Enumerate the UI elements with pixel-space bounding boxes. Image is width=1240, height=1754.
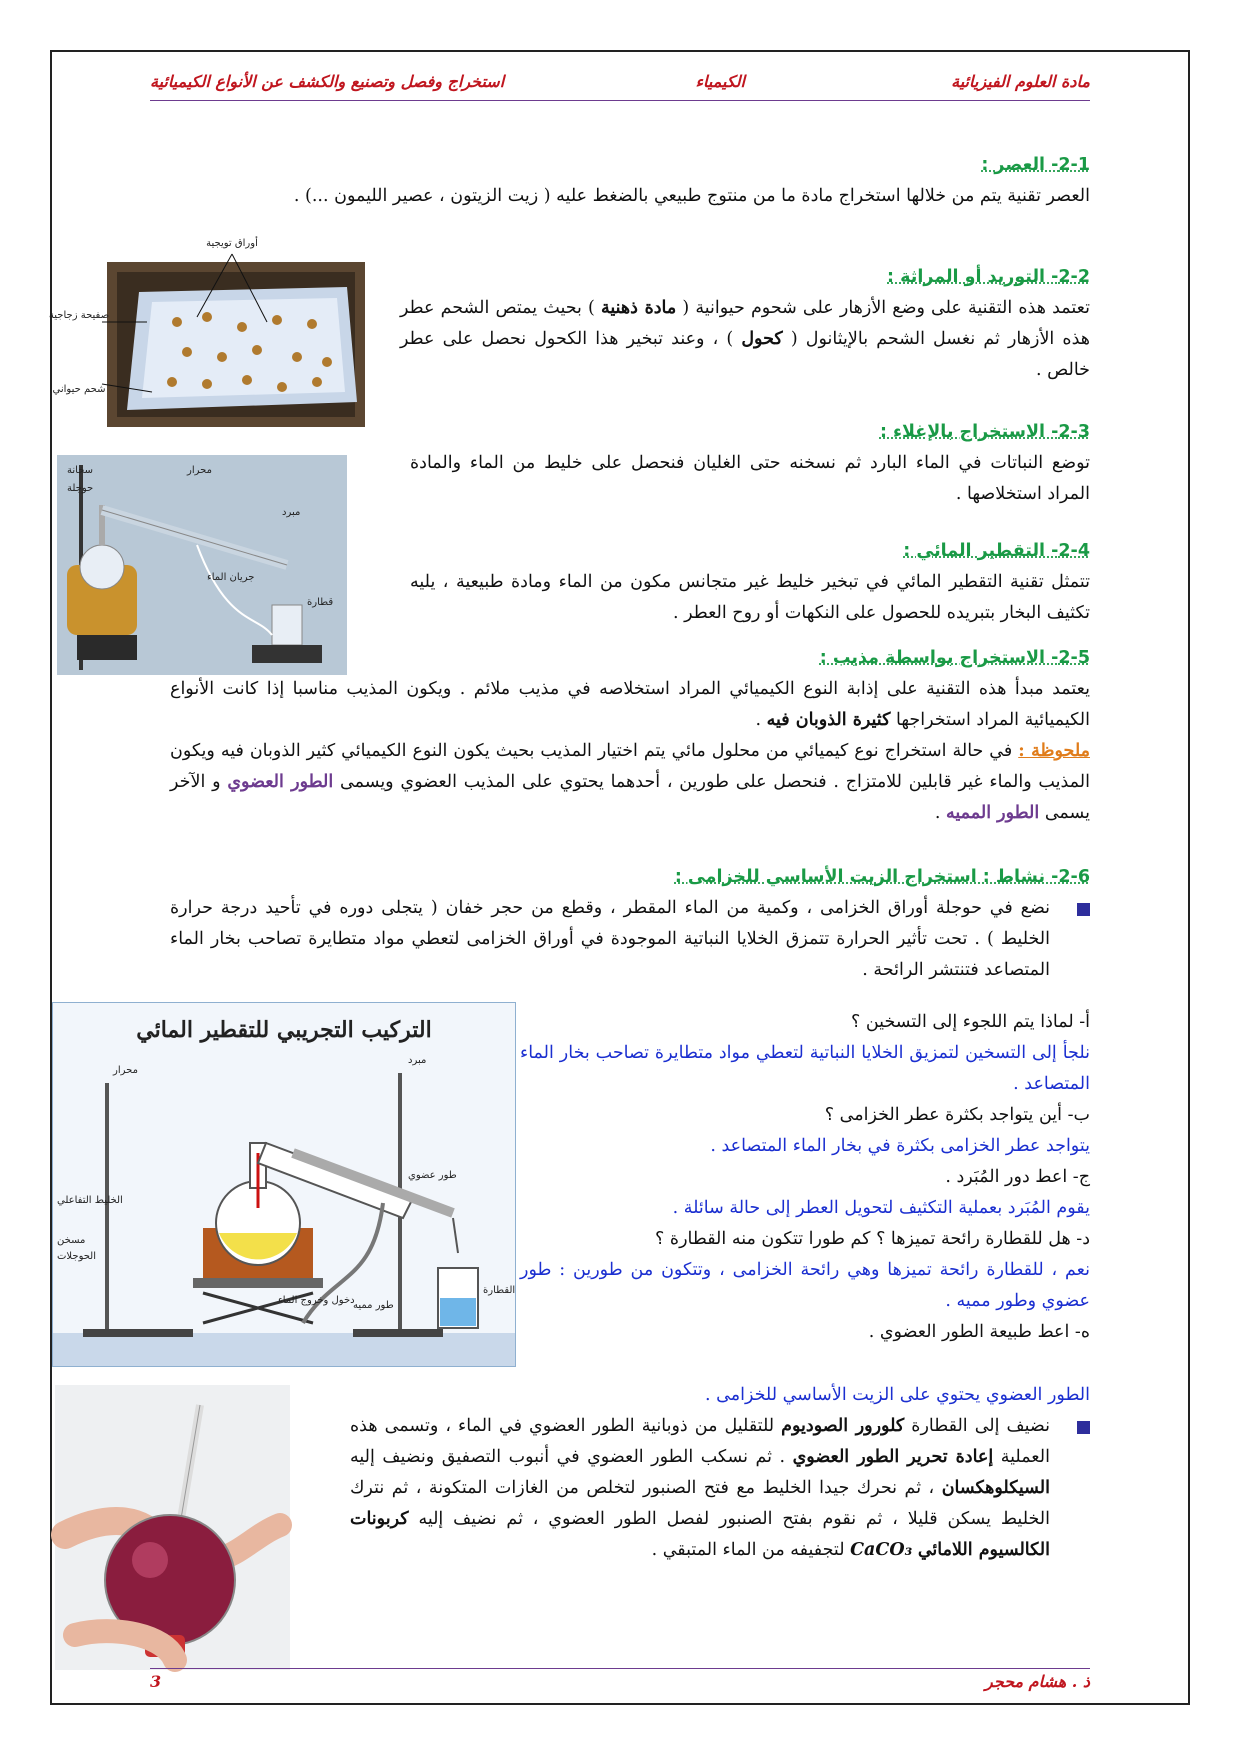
- separatory-funnel-photo: [55, 1385, 290, 1670]
- label-water: جريان الماء: [207, 572, 255, 583]
- section-solvent-extraction: [170, 643, 1090, 829]
- section-text: العصر تقنية يتم من خلالها استخراج مادة ما من منتوج طبيعي بالضغط عليه ( زيت الزيتون ، عصير الليمون ...) .: [293, 186, 1090, 206]
- section-text: تعتمد هذه التقنية على وضع الأزهار على شحوم حيوانية ( مادة ذهنية ) بحيث يمتص الشحم عطر هذه الأزهار ثم نغسل الشحم بالإيثانول ( كحول ) ، وعند تبخير هذا الكحول نحصل على عطر خالص .: [400, 298, 1090, 380]
- header-subject: مادة العلوم الفيزيائية: [951, 72, 1090, 91]
- question: ب- أين يتواجد بكثرة عطر الخزامى ؟: [824, 1105, 1090, 1125]
- bullet-square-icon: [1077, 1421, 1090, 1434]
- section-activity: [170, 862, 1090, 986]
- section-title: 2-5- الاستخراج بواسطة مذيب :: [819, 648, 1090, 668]
- bullet-item: نضع في حوجلة أوراق الخزامى ، وكمية من الماء المقطر ، وقطع من حجر خفان ( يتجلى دوره في تأحيد درجة حرارة الخليط ) . تحت تأثير الحرارة تتمزق الخلايا النباتية الموجودة في أوراق الخزامى لتعطي مواد متطايرة تصاحب بخار الماء المتصاعد فتنتشر الرائحة .: [170, 893, 1090, 986]
- label-flask: الحوجلات: [57, 1251, 97, 1262]
- section-squeezing: [170, 150, 1090, 212]
- section-enfleurage: [400, 262, 1090, 386]
- question: د- هل للقطارة رائحة تميزها ؟ كم طورا تتكون منه القطارة ؟: [655, 1229, 1090, 1249]
- label-water-io: دخول وخروج الماء: [278, 1295, 355, 1306]
- page-header: [150, 72, 1090, 100]
- question: ج- اعط دور المُبَرد .: [945, 1167, 1090, 1187]
- answer: يقوم المُبَرد بعملية التكثيف لتحويل العطر إلى حالة سائلة .: [672, 1198, 1090, 1218]
- answer: نلجأ إلى التسخين لتمزيق الخلايا النباتية لتعطي مواد متطايرة تصاحب بخار الماء المتصاعد .: [520, 1043, 1090, 1094]
- answer: الطور العضوي يحتوي على الزيت الأساسي للخزامى .: [705, 1385, 1090, 1405]
- label-aqueous-phase: طور مميه: [353, 1300, 394, 1311]
- label-glass: صفيحة زجاجية: [48, 310, 110, 321]
- section-boiling: [410, 417, 1090, 510]
- questions-answers: [520, 1007, 1090, 1348]
- section-title: 2-6- نشاط : استخراج الزيت الأساسي للخزامى :: [674, 867, 1090, 887]
- section-title: 2-4- التقطير المائي :: [903, 541, 1090, 561]
- label-condenser: مبرد: [282, 507, 301, 518]
- section-text: يعتمد مبدأ هذه التقنية على إذابة النوع الكيميائي المراد استخلاصه في مذيب ملائم . ويكون المذيب مناسبا إذا كانت الأنواع الكيميائية المراد استخراجها كثيرة الذوبان فيه .: [170, 679, 1090, 730]
- distillation-diagram: [52, 1002, 516, 1367]
- formula: CaCO₃: [850, 1540, 913, 1560]
- label-distillate: القطارة: [483, 1285, 516, 1296]
- footer-divider: [150, 1668, 1090, 1669]
- header-field: الكيمياء: [695, 72, 745, 91]
- question: ه- اعط طبيعة الطور العضوي .: [868, 1322, 1090, 1342]
- label-thermometer: محرار: [113, 1065, 138, 1076]
- label-organic-phase: طور عضوي: [408, 1170, 457, 1181]
- section-title: 2-2- التوريد أو المراثة :: [887, 267, 1090, 287]
- label-heater: سخانة: [67, 465, 94, 476]
- section-text: توضع النباتات في الماء البارد ثم نسخنه حتى الغليان فنحصل على خليط من الماء والمادة المراد استخلاصها .: [410, 453, 1090, 504]
- label-condenser: مبرد: [408, 1055, 427, 1066]
- question: أ- لماذا يتم اللجوء إلى التسخين ؟: [851, 1012, 1090, 1032]
- note-label: ملحوظة :: [1018, 741, 1090, 761]
- label-drops: قطارة: [307, 597, 334, 608]
- label-petals: أوراق تويجية: [206, 238, 258, 249]
- bullet-item: نضيف إلى القطارة كلورور الصوديوم للتقليل من ذوبانية الطور العضوي في الماء ، وتسمى هذه العملية إعادة تحرير الطور العضوي . ثم نسكب الطور العضوي في أنبوب التصفيق ونضيف إليه السيكلوهكسان ، ثم نحرك جيدا الخليط مع فتح الصنبور لتخلص من الغازات المتكونة ، ثم نترك الخليط يسكن قليلا ، ثم نقوم بفتح الصنبور لفصل الطور العضوي ، ثم نضيف إليه كربونات الكالسيوم اللامائي CaCO₃ لتجفيفه من الماء المتبقي .: [350, 1411, 1090, 1566]
- label-mixture: الخليط التفاعلي: [57, 1195, 123, 1206]
- section-steam-distillation: [410, 536, 1090, 629]
- diagram-title: التركيب التجريبي للتقطير المائي: [136, 1017, 432, 1043]
- boiling-photo: [57, 455, 347, 675]
- enfleurage-photo: [48, 232, 367, 432]
- label-flask: حوجلة: [67, 483, 94, 494]
- note: ملحوظة : في حالة استخراج نوع كيميائي من محلول مائي يتم اختيار المذيب بحيث يكون النوع الكيميائي كثير الذوبان فيه ويكون المذيب والماء غير قابلين للامتزاج . فنحصل على طورين ، أحدهما يحتوي على المذيب العضوي ويسمى الطور العضوي و الآخر يسمى الطور المميه .: [170, 741, 1090, 823]
- answer: نعم ، للقطارة رائحة تميزها وهي رائحة الخزامى ، وتتكون من طورين : طور عضوي وطور مميه .: [520, 1260, 1090, 1311]
- section-title: 2-3- الاستخراج بالإغلاء :: [879, 422, 1090, 442]
- section-text: تتمثل تقنية التقطير المائي في تبخير خليط غير متجانس مكون من الماء ومادة طبيعية ، يليه تكثيف البخار بتبريده للحصول على النكهات أو روح العطر .: [410, 572, 1090, 623]
- label-thermometer: محرار: [187, 465, 212, 476]
- answer: يتواجد عطر الخزامى بكثرة في بخار الماء المتصاعد .: [710, 1136, 1090, 1156]
- bullet-square-icon: [1077, 903, 1090, 916]
- page-number: 3: [150, 1672, 162, 1691]
- header-lesson: استخراج وفصل وتصنيع والكشف عن الأنواع الكيميائية: [150, 72, 505, 91]
- section-title: 2-1- العصر :: [981, 155, 1090, 175]
- label-fat: شحم حيواني: [52, 384, 106, 395]
- label-heater: مسخن: [57, 1235, 86, 1246]
- footer-author: ذ . هشام محجر: [985, 1672, 1090, 1691]
- header-divider: [150, 100, 1090, 101]
